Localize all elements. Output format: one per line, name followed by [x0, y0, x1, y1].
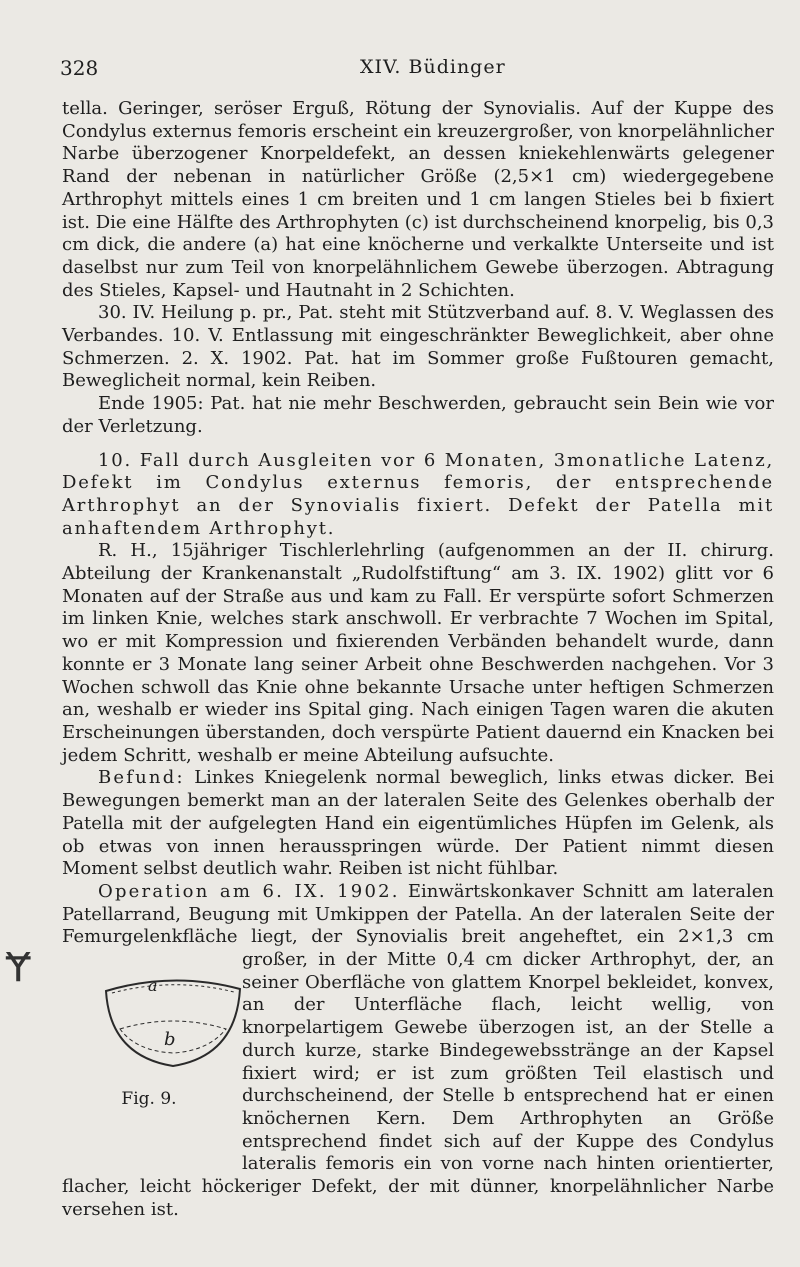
figure-label-a: a	[148, 976, 158, 996]
paragraph-followup: 30. IV. Heilung p. pr., Pat. steht mit Stützverband auf. 8. V. Weglassen des Verbandes. 10. V. Entlassung mit eingeschränkter Beweglichkeit, aber ohne Schmerzen. 2. X. 1902. Pat. hat im Sommer große Fußtouren gemacht, Beweglicheit normal, kein Reiben.	[62, 302, 774, 392]
page-number: 328	[60, 56, 99, 80]
paragraph-end-1905: Ende 1905: Pat. hat nie mehr Beschwerden, gebraucht sein Bein wie vor der Verletzung.	[62, 393, 774, 437]
paragraph-continuation: tella. Geringer, seröser Erguß, Rötung der Synovialis. Auf der Kuppe des Condylus externus femoris erscheint ein kreuzergroßer, von knorpelähnlicher Narbe überzogener Knorpeldefekt, an dessen kniekehlenwärts gelegener Rand der nebenan in natürlicher Größe (2,5×1 cm) wiedergegebene Arthrophyt mittels eines 1 cm breiten und 1 cm langen Stieles bei b fixiert ist. Die eine Hälfte des Arthrophyten (c) ist durchscheinend knorpelig, bis 0,3 cm dick, die andere (a) hat eine knöcherne und verkalkte Unterseite und ist daselbst nur zum Teil von knorpelähnlichem Gewebe überzogen. Abtragung des Stieles, Kapsel- und Hautnaht in 2 Schichten.	[62, 98, 774, 301]
handwritten-margin-mark: Ɏ	[6, 945, 31, 991]
case-history: R. H., 15jähriger Tischlerlehrling (aufgenommen an der II. chirurg. Abteilung der Krankenanstalt „Rudolfstiftung“ am 3. IX. 1902) glitt vor 6 Monaten auf der Straße aus und kam zu Fall. Er verspürte sofort Schmerzen im linken Knie, welches stark anschwoll. Er verbrachte 7 Wochen im Spital, wo er mit Kompression und fixierenden Verbänden behandelt wurde, dann konnte er 3 Monate lang seiner Arbeit ohne Beschwerden nachgehen. Vor 3 Wochen schwoll das Knie ohne bekannte Ursache unter heftigen Schmerzen an, weshalb er wieder ins Spital ging. Nach einigen Tagen waren die akuten Erscheinungen überstanden, doch verspürte Patient dauernd ein Knacken bei jedem Schritt, weshalb er meine Abteilung aufsuchte.	[62, 540, 775, 766]
operation-paragraph	[62, 881, 774, 1222]
figure-caption: Fig. 9.	[121, 1088, 177, 1109]
running-head: XIV. Büdinger	[360, 56, 506, 78]
arthrophyte-drawing	[98, 961, 248, 1081]
figure-label-b: b	[164, 1029, 176, 1051]
body-text	[62, 98, 774, 1221]
case-heading: 10. Fall durch Ausgleiten vor 6 Monaten, 3monatliche Latenz, Defekt im Condylus externus femoris, der entsprechende Arthrophyt an der Synovialis fixiert. Defekt der Patella mit anhaftendem Arthrophyt.	[62, 449, 774, 539]
operation-text-part2: großer, in der Mitte 0,4 cm dicker Arthrophyt, der, an seiner Oberfläche von glattem Knorpel bekleidet, konvex, an der Unterfläche flach, leicht wellig, von knorpelartigem Gewebe überzogen ist, an der Stelle a durch kurze, starke Bindegewebsstränge an der Kapsel fixiert wird; er ist zum größten Teil elastisch und durchscheinend, der Stelle b entsprechend hat er einen knöchernen Kern. Dem Arthrophyten an Größe entsprechend findet sich auf der Kuppe des Condylus lateralis femoris ein von vorne nach hinten orientierter, flacher, leicht höckeriger Defekt, der mit dünner, knorpelähnlicher Narbe versehen ist.	[62, 949, 774, 1220]
figure-9	[62, 961, 236, 1171]
befund-text: Linkes Kniegelenk normal beweglich, links etwas dicker. Bei Bewegungen bemerkt man an der lateralen Seite des Gelenkes oberhalb der Patella mit der aufgelegten Hand ein eigentümliches Hüpfen im Gelenk, als ob etwas von innen herausspringen würde. Der Patient nimmt diesen Moment selbst deutlich wahr. Reiben ist nicht fühlbar.	[62, 767, 774, 880]
befund-paragraph	[62, 767, 774, 881]
operation-text-part1: Einwärtskonkaver Schnitt am lateralen Patellarrand, Beugung mit Umkippen der Patella. An der lateralen Seite der Femurgelenkfläche liegt, der Synovialis breit angeheftet, ein 2×1,3 cm	[62, 880, 774, 948]
page-header	[60, 56, 750, 86]
befund-label: Befund:	[98, 767, 185, 789]
operation-label: Operation am 6. IX. 1902.	[98, 880, 400, 902]
